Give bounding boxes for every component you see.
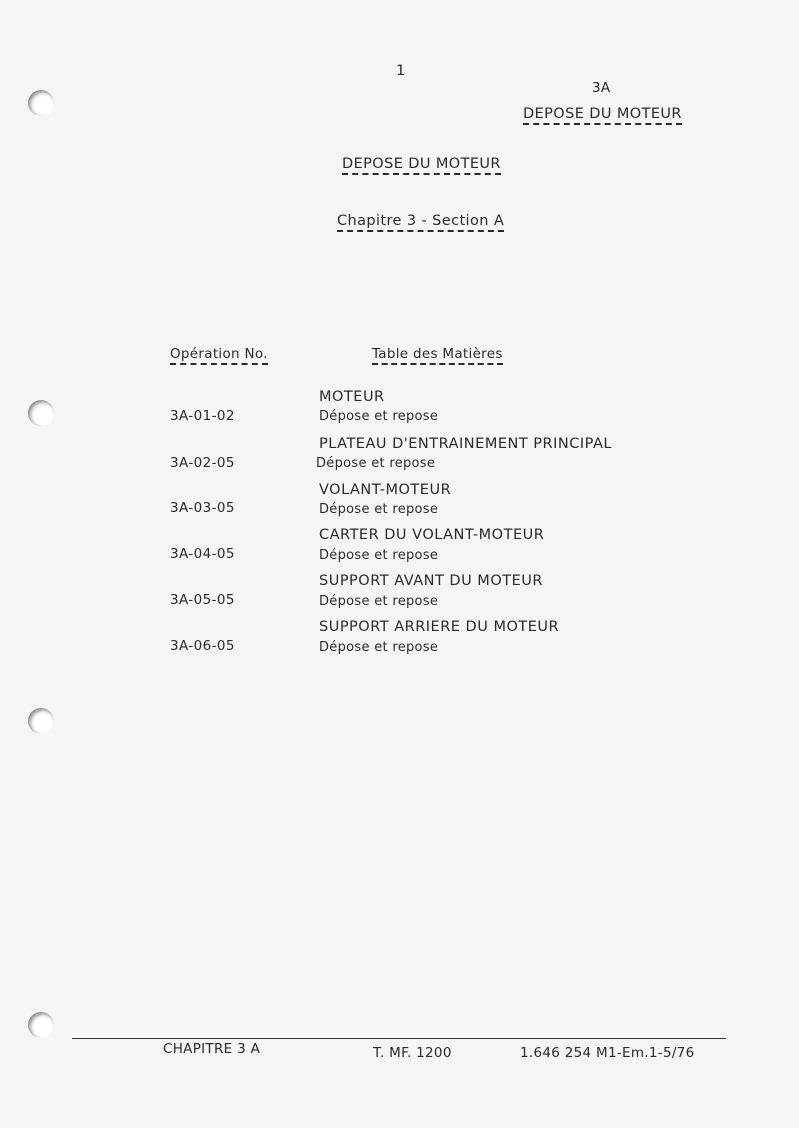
list-item-code: 3A-01-02 <box>170 408 235 424</box>
list-item-title: PLATEAU D'ENTRAINEMENT PRINCIPAL <box>319 436 612 452</box>
list-item-sub: Dépose et repose <box>319 409 439 424</box>
list-item-sub: Dépose et repose <box>319 548 439 563</box>
list-item-title: VOLANT-MOTEUR <box>319 482 452 498</box>
list-item-code: 3A-02-05 <box>170 455 235 471</box>
list-item-sub: Dépose et repose <box>319 640 439 655</box>
header-section-title: DEPOSE DU MOTEUR <box>523 106 682 125</box>
list-item-sub: Dépose et repose <box>319 502 439 517</box>
list-item-code: 3A-04-05 <box>170 546 235 562</box>
binder-hole <box>28 400 54 426</box>
list-item-code: 3A-06-05 <box>170 638 235 654</box>
list-item-title: SUPPORT AVANT DU MOTEUR <box>319 573 543 589</box>
binder-hole <box>28 90 54 116</box>
page-title: DEPOSE DU MOTEUR <box>342 156 501 175</box>
binder-hole <box>28 708 54 734</box>
footer-model: T. MF. 1200 <box>373 1045 452 1061</box>
page-number: 1 <box>396 63 406 79</box>
footer-divider <box>72 1038 726 1039</box>
section-code: 3A <box>592 80 611 96</box>
list-item-code: 3A-03-05 <box>170 500 235 516</box>
column-header-operation: Opération No. <box>170 346 268 365</box>
footer-chapter: CHAPITRE 3 A <box>163 1041 261 1057</box>
list-item-sub: Dépose et repose <box>316 456 436 471</box>
page-subtitle: Chapitre 3 - Section A <box>337 213 504 232</box>
list-item-title: SUPPORT ARRIERE DU MOTEUR <box>319 619 560 635</box>
footer-reference: 1.646 254 M1-Em.1-5/76 <box>520 1045 695 1061</box>
column-header-table: Table des Matières <box>372 346 503 365</box>
list-item-title: CARTER DU VOLANT-MOTEUR <box>319 527 545 543</box>
binder-hole <box>28 1012 54 1038</box>
list-item-sub: Dépose et repose <box>319 594 439 609</box>
list-item-code: 3A-05-05 <box>170 592 235 608</box>
list-item-title: MOTEUR <box>319 389 385 405</box>
